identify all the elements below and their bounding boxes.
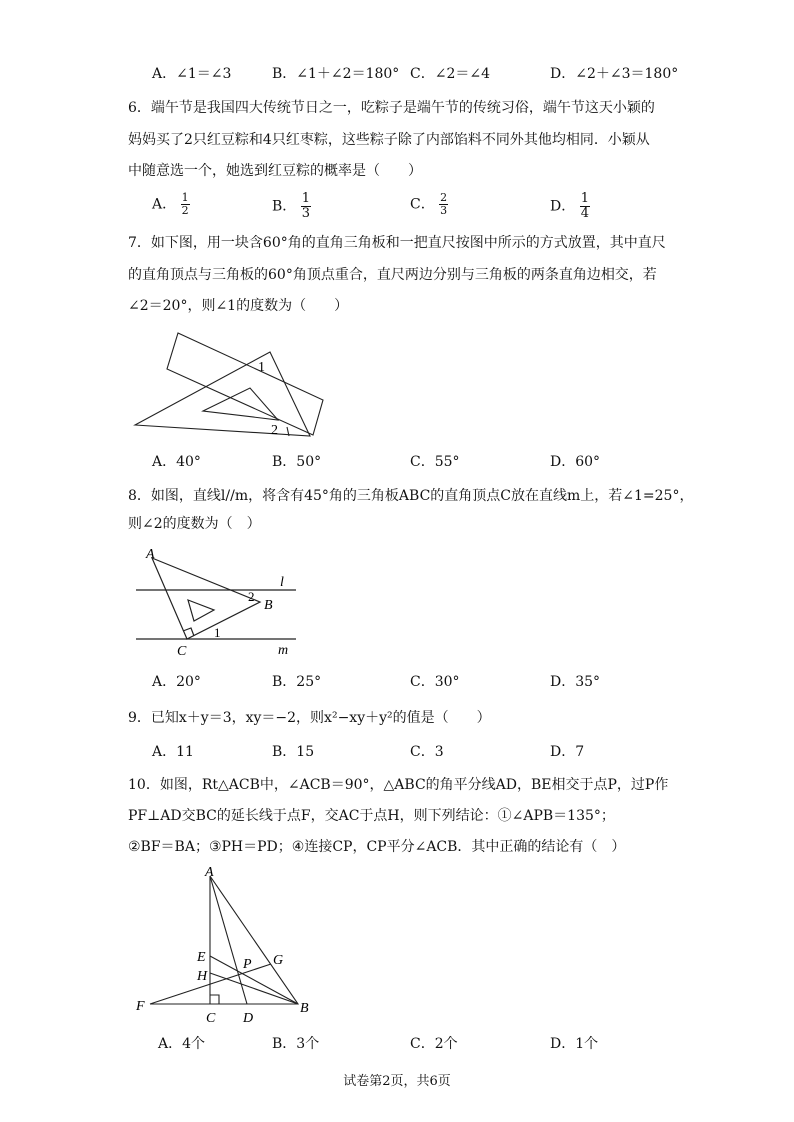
q6-option-d-numerator: 1	[580, 191, 589, 206]
q6-option-d-denominator: 4	[580, 206, 589, 221]
q8-angle-1-label: 1	[214, 625, 221, 640]
q6-option-a-letter: A．	[152, 196, 177, 213]
q6-option-a-numerator: 1	[181, 191, 189, 204]
q7-angle-1-label: 1	[258, 360, 265, 375]
q10-text-line-3: ②BF＝BA；③PH＝PD；④连接CP，CP平分∠ACB．其中正确的结论有（ ）	[128, 839, 626, 855]
q7-set-square-inner	[203, 388, 278, 420]
q5-option-a: A．∠1＝∠3	[152, 66, 232, 82]
q9-option-a: A．11	[152, 744, 194, 760]
q10-label-d: D	[243, 1011, 254, 1026]
q9-option-b: B．15	[272, 744, 315, 760]
q6-option-c-denominator: 3	[440, 204, 448, 217]
q8-option-d: D．35°	[550, 674, 601, 690]
q6-text-line-1: 6．端午节是我国四大传统节日之一，吃粽子是端午节的传统习俗，端午节这天小颖的	[128, 100, 655, 116]
q5-option-d: D．∠2＋∠3＝180°	[550, 66, 679, 82]
q7-angle-2-label: 2	[271, 423, 278, 438]
q10-option-d: D．1个	[550, 1036, 599, 1052]
q8-label-c: C	[177, 644, 187, 659]
q5-option-c: C．∠2＝∠4	[410, 66, 490, 82]
q8-text-line-1: 8．如图，直线l//m，将含有45°角的三角板ABC的直角顶点C放在直线m上，若∠1=25°，	[128, 488, 694, 504]
q6-option-c-fraction	[439, 192, 448, 217]
q10-text-line-1: 10．如图，Rt△ACB中，∠ACB＝90°，△ABC的角平分线AD，BE相交于点P，过P作	[128, 777, 669, 793]
q10-label-e: E	[197, 950, 206, 965]
q10-label-h: H	[197, 969, 208, 984]
q8-option-c: C．30°	[410, 674, 460, 690]
q9-option-c: C．3	[410, 744, 444, 760]
q8-triangle-abc	[152, 558, 260, 639]
q10-option-a: A．4个	[158, 1036, 206, 1052]
q7-option-a: A．40°	[152, 454, 201, 470]
page-footer: 试卷第2页，共6页	[343, 1074, 451, 1089]
q9-text-line-1: 9．已知x＋y＝3，xy＝−2，则x²−xy＋y²的值是（ ）	[128, 710, 491, 726]
q6-text-line-2: 妈妈买了2只红豆粽和4只红枣粽，这些粽子除了内部馅料不同外其他均相同．小颖从	[128, 132, 650, 148]
q6-option-b-fraction	[301, 192, 311, 221]
q7-option-b: B．50°	[272, 454, 322, 470]
q8-label-a: A	[146, 547, 155, 562]
q7-ruler	[167, 333, 323, 435]
q6-text-line-3: 中随意选一个，她选到红豆粽的概率是（ ）	[128, 163, 422, 179]
q10-label-a: A	[205, 865, 214, 880]
q6-option-a-fraction	[181, 192, 190, 217]
q10-bisector-ad	[210, 876, 247, 1004]
q8-triangle-inner	[188, 600, 214, 621]
q6-option-a-denominator: 2	[181, 204, 189, 217]
q6-option-c-letter: C．	[410, 196, 435, 213]
q8-figure	[130, 542, 300, 660]
q7-option-c: C．55°	[410, 454, 460, 470]
q6-option-b-numerator: 1	[301, 191, 311, 206]
q8-option-a: A．20°	[152, 674, 201, 690]
q7-option-d: D．60°	[550, 454, 601, 470]
q6-option-b	[272, 192, 311, 221]
q10-label-b: B	[300, 1001, 309, 1016]
q6-option-a	[152, 192, 190, 217]
q7-figure	[130, 328, 330, 443]
q9-option-d: D．7	[550, 744, 585, 760]
q8-option-b: B．25°	[272, 674, 322, 690]
q10-figure	[130, 864, 330, 1028]
q10-triangle-acb	[210, 876, 298, 1004]
q7-text-line-2: 的直角顶点与三角板的60°角顶点重合，直尺两边分别与三角板的两条直角边相交，若	[128, 267, 657, 283]
q6-option-b-letter: B．	[272, 198, 297, 215]
q10-label-g: G	[273, 953, 284, 968]
q7-text-line-1: 7．如下图，用一块含60°角的直角三角板和一把直尺按图中所示的方式放置，其中直尺	[128, 235, 666, 251]
q8-angle-2-label: 2	[248, 589, 255, 604]
q10-label-c: C	[206, 1011, 216, 1026]
q6-option-d-fraction	[580, 192, 590, 221]
q10-text-line-2: PF⊥AD交BC的延长线于点F，交AC于点H，则下列结论：①∠APB＝135°；	[128, 808, 615, 824]
q7-text-line-3: ∠2＝20°，则∠1的度数为（ ）	[128, 298, 349, 314]
q10-option-b: B．3个	[272, 1036, 320, 1052]
q10-option-c: C．2个	[410, 1036, 458, 1052]
q10-label-f: F	[136, 999, 145, 1014]
q8-text-line-2: 则∠2的度数为（ ）	[128, 516, 261, 532]
q6-option-d-letter: D．	[550, 198, 576, 215]
q5-option-b: B．∠1＋∠2＝180°	[272, 66, 400, 82]
q6-option-d	[550, 192, 590, 221]
q6-option-c	[410, 192, 448, 217]
q8-label-m: m	[278, 643, 289, 658]
q8-label-l: l	[280, 575, 284, 590]
q6-option-c-numerator: 2	[440, 191, 448, 204]
q6-option-b-denominator: 3	[301, 206, 311, 221]
q10-label-p: P	[243, 957, 252, 972]
q8-label-b: B	[264, 598, 273, 613]
